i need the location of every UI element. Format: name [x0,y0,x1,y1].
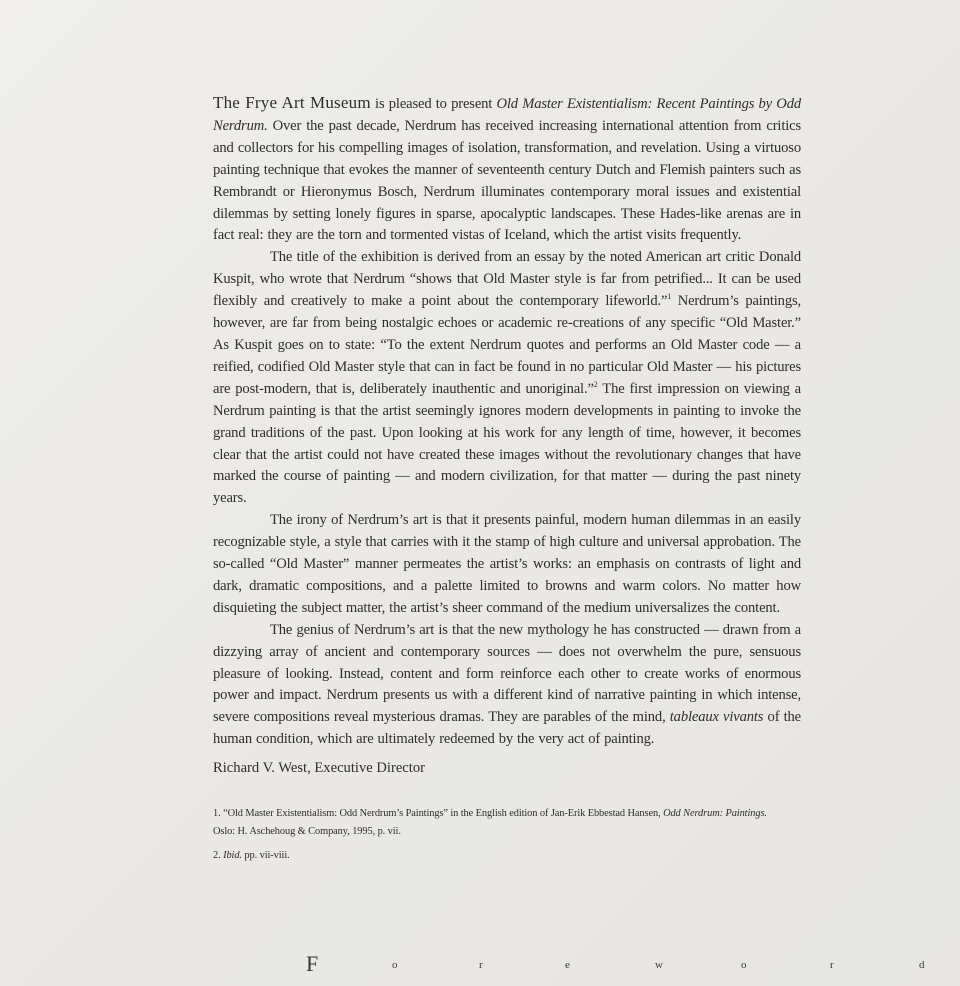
footnote-ref-1: 1 [667,292,672,302]
section-title-letter: F [306,951,319,976]
section-title-letter: e [565,959,570,971]
footnotes [213,802,813,868]
section-title-foreword [300,950,940,980]
paragraph-2-text-b: Nerdrum’s paintings, however, are far from being nostalgic echoes or academic re-creations of any specific “Old Master.” As Kuspit goes on to state: “To the extent Nerdrum quotes and performs an Old Master code — a reified, codified Old Master style that can in fact be found in no particular Old Master — his pictures are post-modern, that is, deliberately inauthentic and unoriginal.” [213,293,801,397]
footnote-2-number: 2. [213,850,224,861]
paragraph-2-text-c: The first impression on viewing a Nerdrum painting is that the artist seemingly ignores modern developments in painting to invoke the grand traditions of the past. Upon looking at his work for any length of time, however, it becomes clear that the artist could not have created these images without the revolutionary changes that have marked the course of painting — and modern civilization, for that matter — during the past ninety years. [213,380,802,507]
section-title-letter: o [392,959,398,971]
paragraph-2 [213,247,801,510]
footnote-2-pages: pp. vii-viii. [241,850,290,861]
footnote-ref-2: 2 [593,379,598,389]
footnote-1-book-title: Odd Nerdrum: Paintings. [663,808,767,819]
section-title-letter: r [830,959,834,971]
section-title-letter: d [919,959,925,971]
paragraph-1 [213,92,801,247]
section-title-letter: w [655,959,663,971]
signature-line: Richard V. West, Executive Director [213,760,425,776]
footnote-1 [213,802,813,826]
paragraph-3-text: The irony of Nerdrum’s art is that it presents painful, modern human dilemmas in an easily recognizable style, a style that carries with it the stamp of high culture and universal approbation. The so-called “Old Master” manner permeates the artist’s works: an emphasis on contrasts of light and dark, dramatic compositions, and a palette limited to browns and warm colors. No matter how disquieting the subject matter, the artist’s sheer command of the medium universalizes the content. [213,512,801,616]
footnote-2-ibid: Ibid. [223,850,242,861]
section-title-letter: o [741,959,747,971]
footnote-1-continuation: Oslo: H. Aschehoug & Company, 1995, p. vii. [213,826,401,837]
paragraph-1-text-b: Over the past decade, Nerdrum has received increasing international attention from critics and collectors for his compelling images of isolation, transformation, and revelation. Using a virtuoso painting technique that evokes the manner of seventeenth century Dutch and Flemish painters such as Rembrandt or Hieronymus Bosch, Nerdrum illuminates contemporary moral issues and existential dilemmas by setting lonely figures in sparse, apocalyptic landscapes. These Hades-like arenas are in fact real: they are the torn and tormented vistas of Iceland, which the artist visits frequently. [213,117,801,244]
museum-name-lead: The Frye Art Museum [213,93,371,112]
footnote-1-text-a: 1. “Old Master Existentialism: Odd Nerdrum’s Paintings” in the English edition of Jan-Erik Ebbestad Hansen, [213,808,664,819]
paragraph-4-text-a: The genius of Nerdrum’s art is that the new mythology he has constructed — drawn from a dizzying array of ancient and contemporary sources — does not overwhelm the pure, sensuous pleasure of looking. Instead, content and form reinforce each other to create works of enormous power and impact. Nerdrum presents us with a different kind of narrative painting in which intense, severe compositions reveal mysterious dramas. They are parables of the mind, [213,621,801,726]
section-title-letter: r [479,959,483,971]
paragraph-4-text-b: of the human condition, which are ultimately redeemed by the very act of painting. [213,709,801,748]
tableaux-vivants-italic: tableaux vivants [669,709,764,726]
foreword-body [213,92,801,751]
paragraph-4 [213,620,801,751]
paragraph-3 [213,510,801,620]
paragraph-1-text-a: is pleased to present [370,96,497,112]
footnote-2 [213,844,813,868]
paragraph-2-text-a: The title of the exhibition is derived from an essay by the noted American art critic Donald Kuspit, who wrote that Nerdrum “shows that Old Master style is far from petrified... It can be used flexibly and creatively to make a point about the contemporary lifeworld.” [213,249,801,310]
exhibition-title: Old Master Existentialism: Recent Paintings by Odd Nerdrum. [213,96,801,134]
